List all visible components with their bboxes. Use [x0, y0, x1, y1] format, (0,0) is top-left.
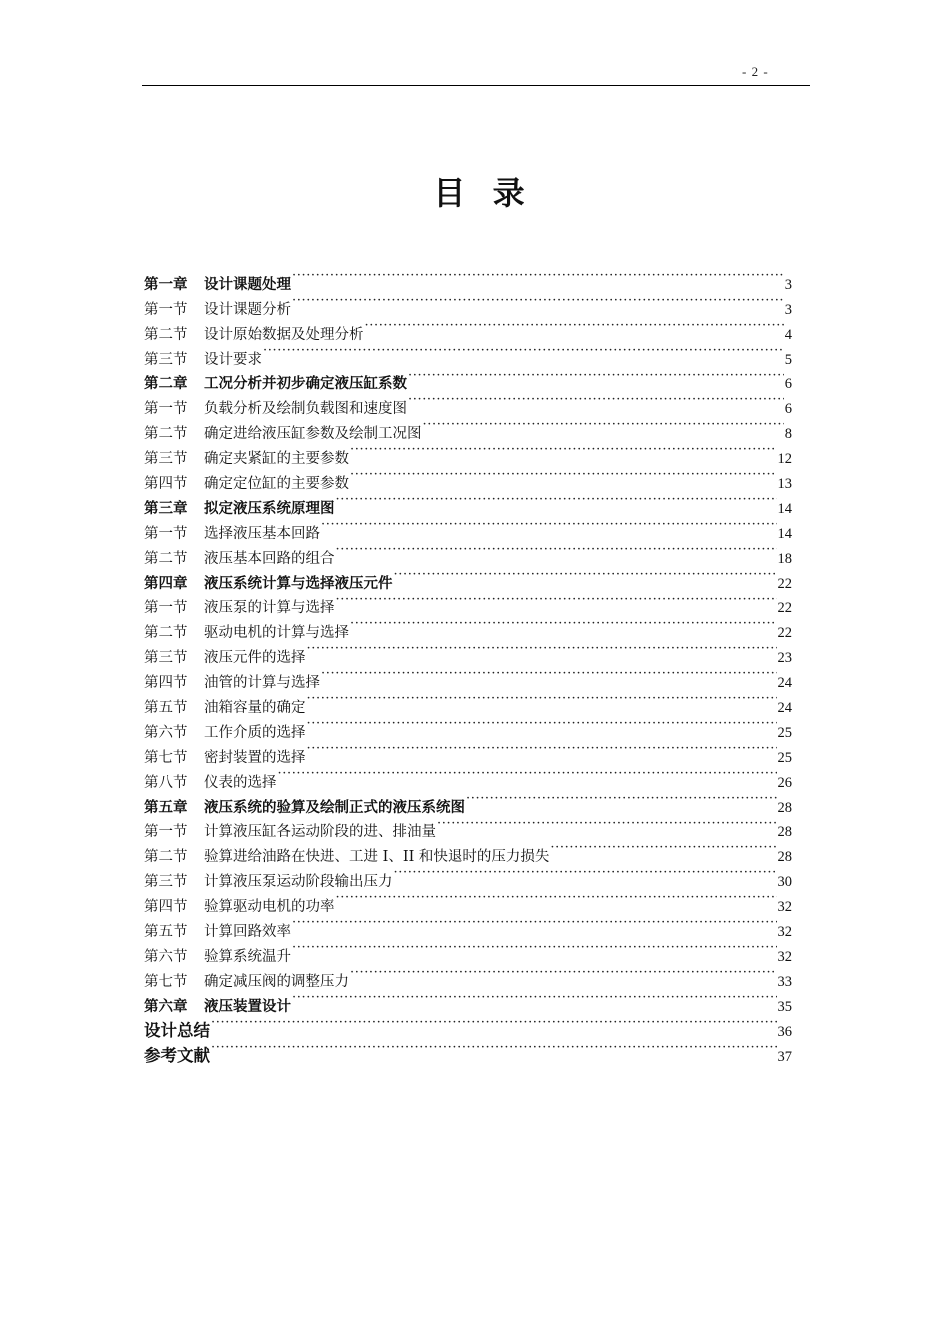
toc-page-number: 18: [777, 550, 792, 567]
toc-page-number: 35: [777, 998, 792, 1015]
toc-top-entry[interactable]: [144, 1011, 792, 1040]
toc-entry-label: 第四章: [144, 575, 188, 592]
toc-entry-title: 液压泵的计算与选择: [204, 600, 335, 617]
toc-entry-label: 第二节: [144, 426, 188, 443]
toc-entry-label: 第二节: [144, 326, 188, 343]
toc-page-number: 12: [777, 451, 792, 468]
toc-entry-label: 第一节: [144, 301, 188, 318]
toc-entry-title: 负载分析及绘制负载图和速度图: [204, 401, 407, 418]
toc-entry-title: 拟定液压系统原理图: [204, 500, 335, 517]
toc-leader-dots: [278, 762, 777, 787]
toc-entry-label: 第一节: [144, 600, 188, 617]
toc-leader-dots: [550, 836, 776, 861]
toc-entry-title: 液压系统的验算及绘制正式的液压系统图: [204, 799, 465, 816]
toc-entry-label: 第三节: [144, 874, 188, 891]
toc-page-number: 22: [777, 600, 792, 617]
toc-entry-title: 设计课题分析: [204, 301, 291, 318]
toc-entry-title: 液压元件的选择: [204, 650, 306, 667]
toc-entry-title: 液压装置设计: [204, 998, 291, 1015]
toc-entry-label: 第一节: [144, 525, 188, 542]
toc-page-number: 6: [784, 401, 792, 418]
toc-leader-dots: [336, 538, 777, 563]
toc-page-number: 22: [777, 575, 792, 592]
toc-leader-dots: [336, 488, 777, 513]
toc-entry-title: 验算进给油路在快进、工进 I、II 和快退时的压力损失: [204, 849, 550, 866]
toc-entry-title: 确定夹紧缸的主要参数: [204, 451, 349, 468]
toc-leader-dots: [350, 463, 777, 488]
toc-page-number: 8: [784, 426, 792, 443]
toc-entry-label: 第一节: [144, 401, 188, 418]
toc-page-number: 6: [784, 376, 792, 393]
toc-entry-label: 第三节: [144, 351, 188, 368]
toc-entry-label: 第七节: [144, 749, 188, 766]
toc-page-number: 28: [777, 824, 792, 841]
table-of-contents: [144, 264, 792, 1065]
toc-leader-dots: [336, 886, 777, 911]
toc-page-number: 23: [777, 650, 792, 667]
toc-leader-dots: [292, 289, 784, 314]
toc-entry-label: 第八节: [144, 774, 188, 791]
toc-entry-title: 液压基本回路的组合: [204, 550, 335, 567]
toc-leader-dots: [350, 438, 777, 463]
toc-page-number: 32: [777, 948, 792, 965]
toc-leader-dots: [211, 1036, 777, 1061]
toc-entry-label: 第二节: [144, 550, 188, 567]
toc-leader-dots: [292, 936, 777, 961]
toc-leader-dots: [292, 986, 777, 1011]
toc-page-number: 32: [777, 899, 792, 916]
header-rule: [142, 85, 810, 86]
toc-page-number: 25: [777, 724, 792, 741]
toc-entry-title: 油箱容量的确定: [204, 700, 306, 717]
toc-leader-dots: [350, 961, 777, 986]
toc-entry-label: 第三节: [144, 451, 188, 468]
toc-page-number: 30: [777, 874, 792, 891]
toc-leader-dots: [408, 364, 784, 389]
toc-page-number: 37: [777, 1048, 792, 1065]
toc-entry-title: 设计原始数据及处理分析: [204, 326, 364, 343]
toc-entry-title: 油管的计算与选择: [204, 675, 320, 692]
toc-page-number: 5: [784, 351, 792, 368]
toc-entry-title: 设计课题处理: [204, 276, 291, 293]
toc-leader-dots: [350, 612, 777, 637]
toc-leader-dots: [292, 911, 777, 936]
toc-entry-label: 第六节: [144, 724, 188, 741]
page-number: - 2 -: [742, 64, 769, 79]
toc-entry-label: 第五章: [144, 799, 188, 816]
toc-leader-dots: [211, 1011, 777, 1036]
toc-page-number: 3: [784, 301, 792, 318]
toc-entry-title: 设计总结: [144, 1020, 210, 1040]
toc-entry-label: 第二节: [144, 625, 188, 642]
toc-entry-title: 驱动电机的计算与选择: [204, 625, 349, 642]
toc-entry-label: 第五节: [144, 924, 188, 941]
toc-leader-dots: [321, 662, 777, 687]
toc-entry-label: 第六章: [144, 998, 188, 1015]
toc-entry-title: 计算回路效率: [204, 924, 291, 941]
toc-chapter-entry[interactable]: [144, 264, 792, 293]
toc-entry-title: 液压系统计算与选择液压元件: [204, 575, 393, 592]
toc-entry-title: 仪表的选择: [204, 774, 277, 791]
toc-page-number: 14: [777, 525, 792, 542]
toc-page-number: 13: [777, 476, 792, 493]
toc-entry-label: 第四节: [144, 476, 188, 493]
toc-top-entry[interactable]: [144, 1036, 792, 1065]
toc-entry-label: 第三章: [144, 500, 188, 517]
toc-leader-dots: [394, 861, 777, 886]
toc-page-number: 24: [777, 700, 792, 717]
toc-entry-label: 第四节: [144, 675, 188, 692]
toc-leader-dots: [321, 513, 777, 538]
toc-page-number: 4: [784, 326, 792, 343]
toc-leader-dots: [292, 264, 784, 289]
toc-entry-title: 计算液压泵运动阶段输出压力: [204, 874, 393, 891]
toc-entry-label: 第三节: [144, 650, 188, 667]
toc-entry-label: 第六节: [144, 948, 188, 965]
toc-leader-dots: [336, 588, 777, 613]
toc-leader-dots: [365, 314, 784, 339]
toc-page-number: 36: [777, 1023, 792, 1040]
toc-page-number: 24: [777, 675, 792, 692]
toc-entry-title: 确定定位缸的主要参数: [204, 476, 349, 493]
toc-entry-title: 工作介质的选择: [204, 724, 306, 741]
toc-entry-title: 选择液压基本回路: [204, 525, 320, 542]
toc-page-number: 3: [784, 276, 792, 293]
toc-leader-dots: [394, 563, 777, 588]
toc-leader-dots: [307, 712, 777, 737]
toc-entry-label: 第七节: [144, 973, 188, 990]
toc-entry-title: 计算液压缸各运动阶段的进、排油量: [204, 824, 436, 841]
toc-leader-dots: [307, 737, 777, 762]
toc-page-number: 28: [777, 799, 792, 816]
toc-entry-title: 密封装置的选择: [204, 749, 306, 766]
toc-leader-dots: [423, 413, 784, 438]
toc-entry-label: 第五节: [144, 700, 188, 717]
toc-entry-title: 确定减压阀的调整压力: [204, 973, 349, 990]
toc-page-number: 25: [777, 749, 792, 766]
toc-page-number: 32: [777, 924, 792, 941]
toc-entry-title: 验算驱动电机的功率: [204, 899, 335, 916]
toc-entry-title: 设计要求: [204, 351, 262, 368]
toc-entry-title: 验算系统温升: [204, 948, 291, 965]
toc-page-number: 14: [777, 500, 792, 517]
toc-entry-label: 第二节: [144, 849, 188, 866]
toc-leader-dots: [466, 787, 777, 812]
toc-page-number: 26: [777, 774, 792, 791]
toc-leader-dots: [263, 339, 784, 364]
toc-entry-title: 参考文献: [144, 1045, 210, 1065]
toc-leader-dots: [408, 388, 784, 413]
toc-page-number: 33: [777, 973, 792, 990]
toc-entry-title: 工况分析并初步确定液压缸系数: [204, 376, 407, 393]
toc-entry-label: 第二章: [144, 376, 188, 393]
page-title: 目 录: [433, 174, 533, 212]
toc-entry-label: 第四节: [144, 899, 188, 916]
toc-page-number: 22: [777, 625, 792, 642]
toc-leader-dots: [307, 637, 777, 662]
toc-entry-label: 第一节: [144, 824, 188, 841]
toc-page-number: 28: [777, 849, 792, 866]
toc-leader-dots: [307, 687, 777, 712]
toc-leader-dots: [437, 812, 777, 837]
toc-entry-label: 第一章: [144, 276, 188, 293]
toc-entry-title: 确定进给液压缸参数及绘制工况图: [204, 426, 422, 443]
